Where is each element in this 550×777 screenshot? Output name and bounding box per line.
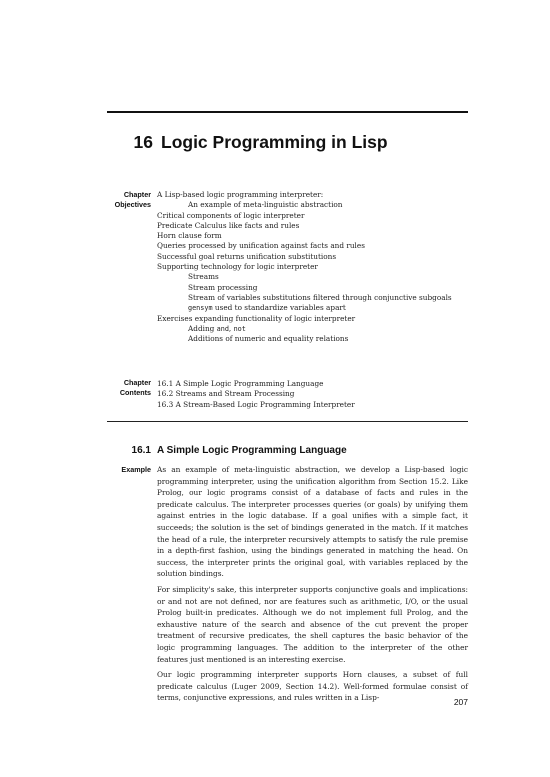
objective-item: Critical components of logic interpreter — [157, 210, 305, 220]
paragraph: For simplicity's sake, this interpreter supports conjunctive goals and implications: or and not are not defined, nor are features such as arithmetic, I/O, or the usual Prolog built-in predicates. Although we do not implement full Prolog, and the exhaustive nature of the search and absence of the cut prevent the proper treatment of recursive predicates, the shell captures the basic behavior of the logic programming languages. The addition to the interpreter of the other features just mentioned is an interesting exercise. — [157, 584, 468, 664]
chapter-title — [107, 132, 468, 153]
gensym-word: gensym — [188, 304, 213, 313]
top-rule — [107, 111, 468, 113]
objective-item: Exercises expanding functionality of logic interpreter — [157, 313, 356, 323]
chapter-title-text: Logic Programming in Lisp — [161, 132, 388, 152]
objective-item: Adding and, not — [188, 323, 246, 333]
objective-item: Successful goal returns unification substitutions — [157, 251, 337, 261]
objectives-list — [157, 190, 477, 344]
contents-label: Chapter Contents — [119, 378, 151, 397]
paragraph: Our logic programming interpreter supports Horn clauses, a subset of full predicate calculus (Luger 2009, Section 14.2). Well-formed formulae consist of terms, conjunctive expressions, and rules written in a Lisp- — [157, 670, 468, 703]
objective-item: Streams — [188, 272, 219, 282]
objective-item: Additions of numeric and equality relations — [188, 334, 349, 344]
paragraph: As an example of meta-linguistic abstraction, we develop a Lisp-based logic programming interpreter, using the unification algorithm from Section 15.2. Like Prolog, our logic programs consist of a database of facts and rules in the predicate calculus. The interpreter processes queries (or goals) by unifying them against entries in the logic database. If a goal unifies with a simple fact, it succeeds; the solution is the set of bindings generated in the match. If it matches the head of a rule, the interpreter recursively attempts to satisfy the rule premise in a depth-first fashion, using the bindings generated in matching the head. On success, the interpreter prints the original goal, with variables replaced by the solution bindings. — [157, 465, 468, 579]
section-title: A Simple Logic Programming Language — [157, 445, 347, 456]
and-keyword: and — [216, 324, 229, 333]
example-label: Example — [121, 465, 151, 474]
section-heading — [107, 445, 468, 456]
objective-item: Horn clause form — [157, 231, 222, 241]
contents-list — [157, 379, 477, 410]
page-number: 207 — [453, 697, 468, 707]
section-rule — [107, 421, 468, 422]
section-number: 16.1 — [131, 445, 151, 456]
objective-item: Stream processing — [188, 282, 258, 292]
contents-item: 16.2 Streams and Stream Processing — [157, 389, 295, 399]
not-keyword: not — [233, 324, 246, 333]
chapter-number: 16 — [133, 132, 153, 152]
objective-item: An example of meta-linguistic abstraction — [188, 200, 343, 210]
objective-item: Stream of variables substitutions filtered through conjunctive subgoals — [188, 292, 452, 302]
contents-item: 16.3 A Stream-Based Logic Programming Interpreter — [157, 399, 355, 409]
objective-item: gensym used to standardize variables apart — [188, 303, 346, 313]
contents-item: 16.1 A Simple Logic Programming Language — [157, 379, 324, 388]
objective-item: A Lisp-based logic programming interpreter: — [157, 190, 324, 199]
objectives-label: Chapter Objectives — [114, 190, 151, 209]
objective-item: Queries processed by unification against facts and rules — [157, 241, 365, 251]
body-text — [157, 464, 468, 708]
objective-item: Supporting technology for logic interpreter — [157, 262, 318, 272]
objective-item: Predicate Calculus like facts and rules — [157, 220, 300, 230]
